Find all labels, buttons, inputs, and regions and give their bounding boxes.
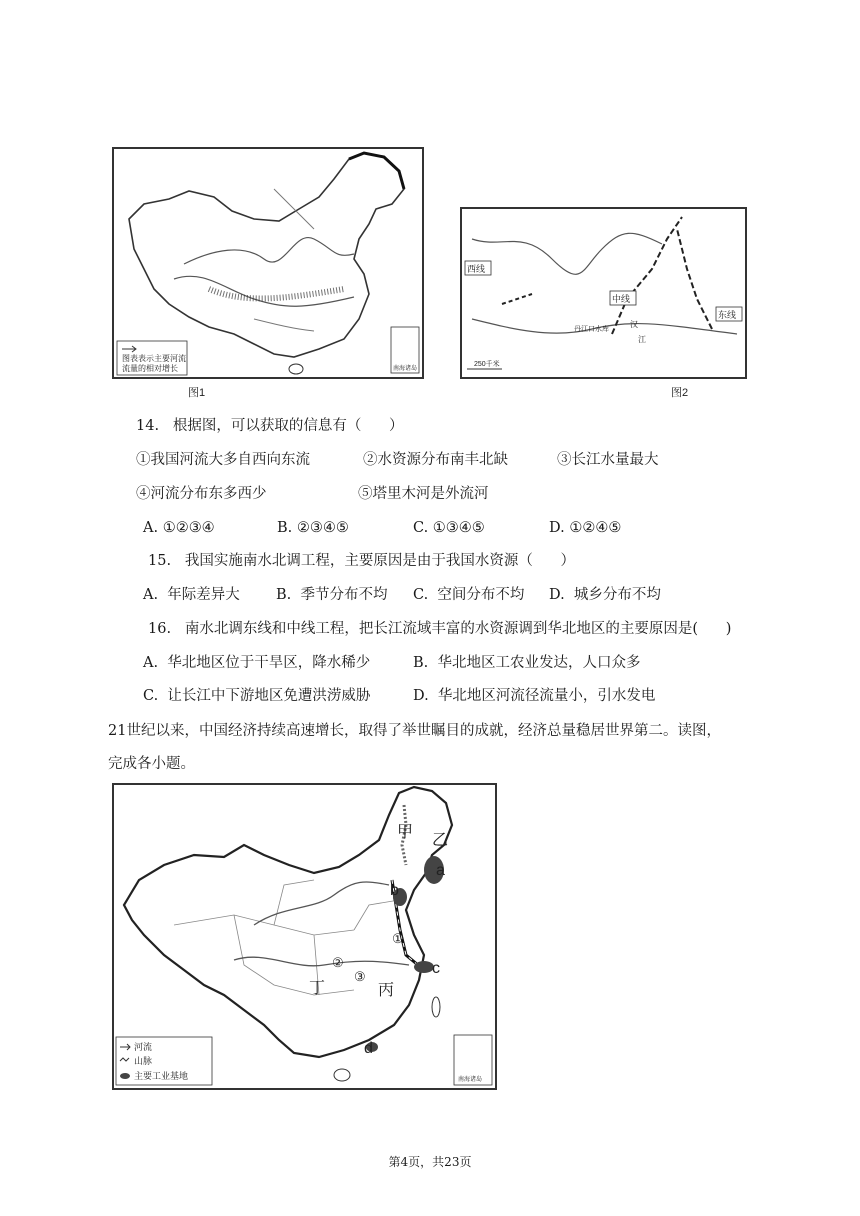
legend-line-2: 流量的相对增长 (122, 364, 178, 373)
label-circle-2: ② (332, 955, 344, 970)
east-route-line (677, 229, 712, 329)
label-jia: 甲 (397, 824, 414, 841)
inset-label: 南海诸岛 (393, 366, 418, 372)
q14-item-2: ②水资源分布南丰北缺 (363, 452, 508, 468)
yangtze-river (234, 957, 409, 966)
water-diversion-map (462, 209, 745, 377)
pearl-river (254, 319, 314, 331)
industrial-base-c (414, 961, 434, 973)
label-b: b (390, 882, 399, 899)
west-route-label: 西线 (467, 264, 486, 274)
page-footer: 第4页，共23页 (388, 1155, 472, 1169)
intro-line-2: 完成各小题。 (108, 756, 195, 772)
hainan-island (334, 1069, 350, 1081)
danjiangkou-label: 丹江口水库 (574, 326, 609, 333)
label-circle-3: ③ (354, 969, 366, 984)
taiwan-island (432, 997, 440, 1017)
figure-3-map (112, 783, 497, 1090)
figure-2-caption: 图2 (671, 387, 689, 399)
middle-route-label: 中线 (612, 294, 631, 304)
q14-option-c[interactable]: C. ①③④⑤ (413, 520, 485, 536)
q15-option-a[interactable]: A. 年际差异大 (143, 587, 240, 603)
figure-1-map (112, 147, 424, 379)
east-route-label: 东线 (718, 310, 737, 320)
scale-label: 250千米 (474, 361, 500, 368)
q14-option-d[interactable]: D. ①②④⑤ (549, 520, 622, 536)
west-route-line (502, 294, 532, 304)
q14-item-3: ③长江水量最大 (557, 452, 659, 468)
hainan-island (289, 364, 303, 374)
china-industry-map (114, 785, 495, 1088)
q16-option-a[interactable]: A. 华北地区位于干旱区，降水稀少 (143, 655, 371, 671)
china-rivers-map (114, 149, 422, 377)
label-c: c (432, 960, 440, 977)
q14-item-1: ①我国河流大多自西向东流 (136, 452, 310, 468)
yangtze-river (174, 276, 354, 306)
intro-line-1: 21世纪以来，中国经济持续高速增长，取得了举世瞩目的成就，经济总量稳居世界第二。读图， (108, 723, 721, 739)
q14-item-5: ⑤塔里木河是外流河 (358, 486, 489, 502)
figure-1-caption: 图1 (188, 387, 206, 399)
label-circle-1: ① (392, 931, 404, 946)
label-ding: 丁 (309, 980, 326, 997)
legend-river-text: 河流 (134, 1042, 153, 1052)
legend-line-1: 图表表示主要河流 (122, 354, 186, 363)
q15-stem: 15. 我国实施南水北调工程，主要原因是由于我国水资源（ ） (148, 553, 576, 569)
q14-option-a[interactable]: A. ①②③④ (143, 520, 215, 536)
q14-stem: 14. 根据图，可以获取的信息有（ ） (136, 418, 404, 434)
jiang-label: 江 (638, 335, 646, 344)
yellow-river (184, 238, 354, 264)
yellow-river (254, 882, 389, 925)
q16-option-b[interactable]: B. 华北地区工农业发达，人口众多 (413, 655, 641, 671)
q15-option-c[interactable]: C. 空间分布不均 (413, 587, 525, 603)
label-bing: 丙 (378, 982, 395, 999)
q16-stem: 16. 南水北调东线和中线工程，把长江流域丰富的水资源调到华北地区的主要原因是( ) (148, 621, 732, 637)
q16-option-d[interactable]: D. 华北地区河流径流量小，引水发电 (413, 688, 656, 704)
label-a: a (436, 862, 445, 879)
yellow-river (472, 233, 662, 274)
q16-option-c[interactable]: C. 让长江中下游地区免遭洪涝威胁 (143, 688, 371, 704)
industry-legend-icon (120, 1073, 130, 1079)
flow-band (209, 289, 344, 298)
q14-item-4: ④河流分布东多西少 (136, 486, 267, 502)
q15-option-d[interactable]: D. 城乡分布不均 (549, 587, 661, 603)
label-yi: 乙 (432, 832, 449, 849)
han-label: 汉 (630, 320, 638, 329)
legend-industry-text: 主要工业基地 (134, 1071, 189, 1081)
figure-2-map (460, 207, 747, 379)
label-d: d (364, 1040, 373, 1057)
northern-river (274, 189, 314, 229)
legend-mountain-text: 山脉 (134, 1056, 153, 1066)
border-highlight (349, 153, 404, 189)
inset-label: 南海诸岛 (458, 1077, 483, 1083)
q14-option-b[interactable]: B. ②③④⑤ (277, 520, 349, 536)
china-outline (129, 153, 404, 357)
q15-option-b[interactable]: B. 季节分布不均 (276, 587, 388, 603)
